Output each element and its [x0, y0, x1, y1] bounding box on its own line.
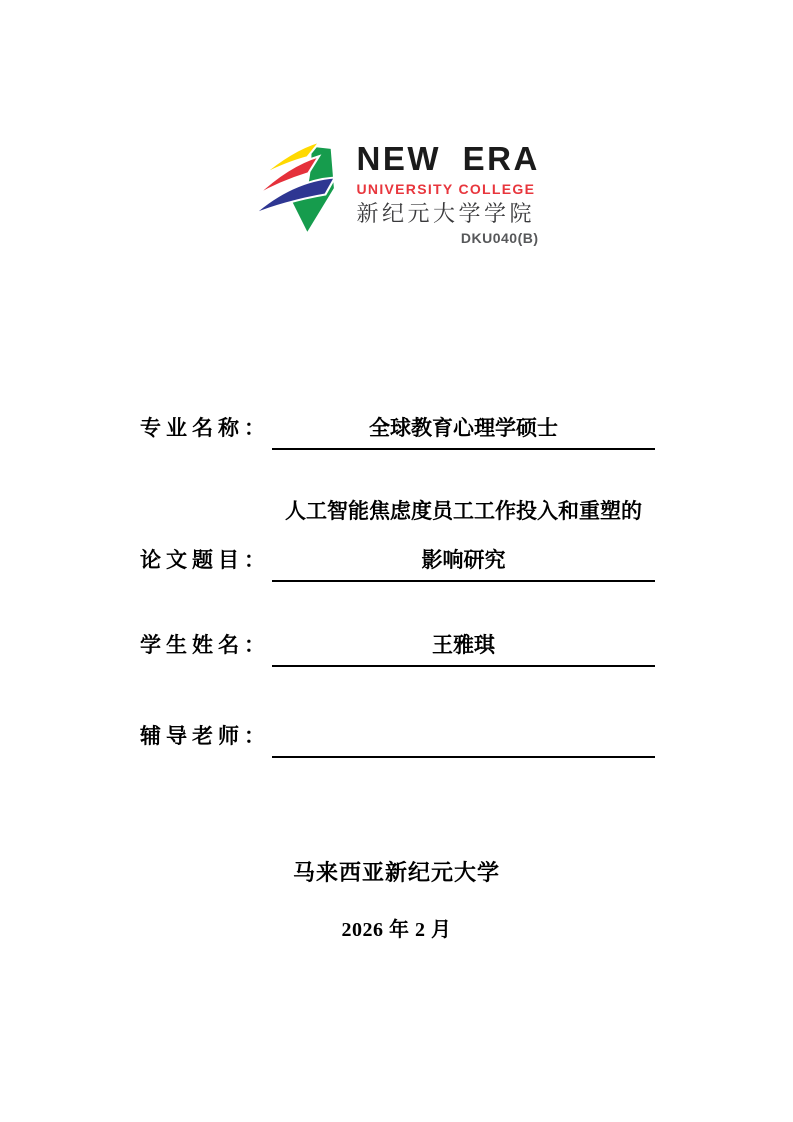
field-student-name-label: 学生姓名：	[140, 633, 270, 657]
field-supervisor-value	[272, 723, 655, 758]
logo-subtitle-en: UNIVERSITY COLLEGE	[356, 181, 536, 197]
thesis-title-line2: 影响研究	[272, 547, 655, 582]
new-era-logo-icon	[251, 135, 353, 237]
field-thesis-title-label: 论文题目：	[140, 548, 270, 572]
footer-date: 2026 年 2 月	[341, 919, 452, 941]
field-thesis-title	[140, 498, 655, 582]
field-supervisor	[140, 723, 655, 758]
cover-fields	[140, 415, 655, 758]
field-supervisor-label: 辅导老师：	[140, 724, 270, 748]
cover-footer	[0, 856, 793, 942]
footer-university-name: 马来西亚新纪元大学	[292, 860, 500, 885]
logo-name-cn: 新纪元大学学院	[356, 201, 536, 226]
field-thesis-title-value	[272, 498, 655, 582]
university-logo	[251, 135, 543, 245]
field-major-label: 专业名称：	[140, 416, 270, 440]
field-student-name	[140, 632, 655, 667]
field-major-value: 全球教育心理学硕士	[272, 415, 655, 450]
field-student-name-value: 王雅琪	[272, 632, 655, 667]
logo-name-en: NEW ERA	[356, 140, 540, 177]
thesis-title-line1: 人工智能焦虑度员工工作投入和重塑的	[285, 499, 642, 523]
logo-text-block	[357, 135, 539, 245]
logo-accreditation-code: DKU040(B)	[460, 230, 539, 246]
field-major	[140, 415, 655, 450]
